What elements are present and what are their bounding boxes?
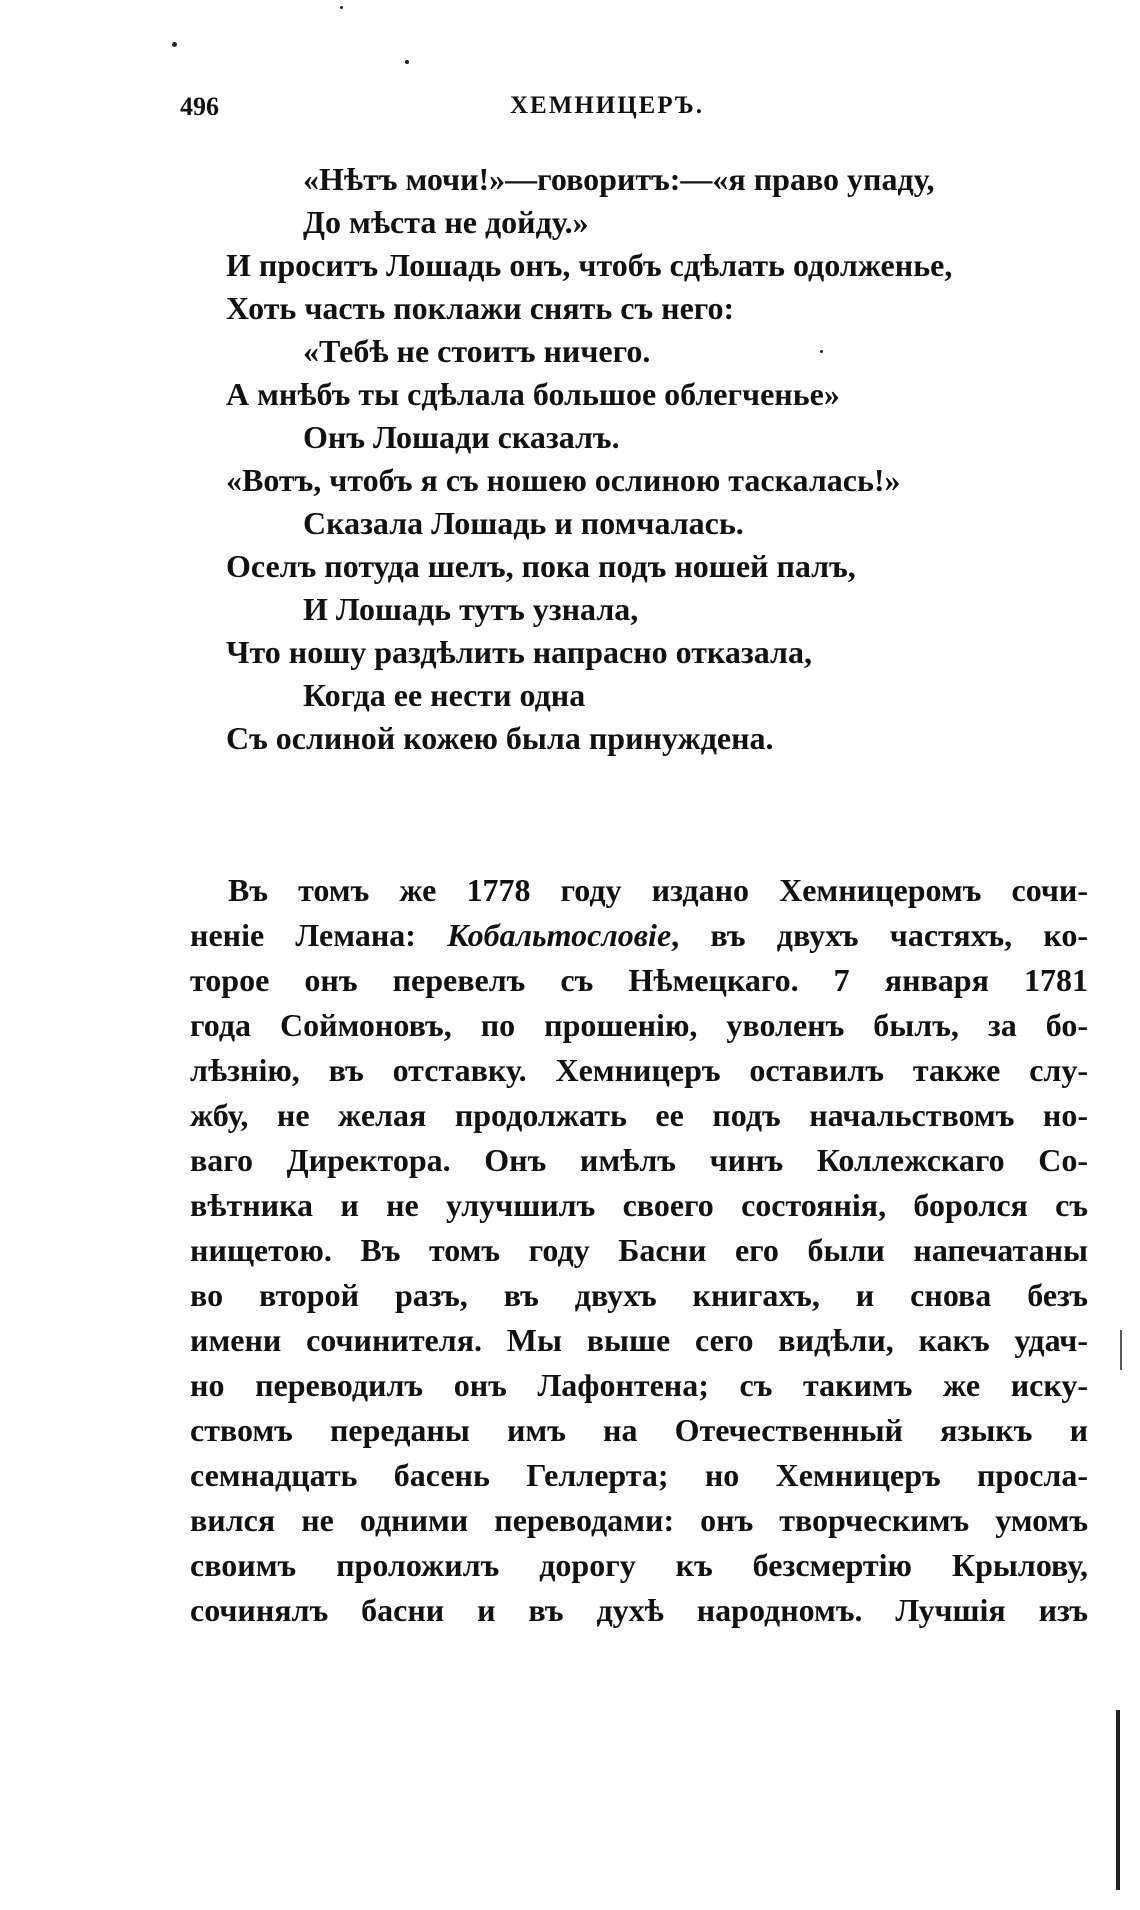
verse-line: Оселъ потуда шелъ, пока подъ ношей палъ, <box>226 548 856 584</box>
italic-title: Кобальтословіе <box>447 917 672 953</box>
text-run: Въ томъ же 1778 году издано Хемницеромъ сочи- <box>228 872 1088 908</box>
prose-line <box>190 1588 1088 1633</box>
prose-line <box>190 1363 1088 1408</box>
prose-line <box>190 1498 1088 1543</box>
text-run: года Соймоновъ, по прошенію, уволенъ былъ, за бо- <box>190 1007 1088 1043</box>
verse-line: Съ ослиной кожею была принуждена. <box>226 720 774 756</box>
text-run: ствомъ переданы имъ на Отечественный языкъ и <box>190 1412 1088 1448</box>
verse-line: И Лошадь тутъ узнала, <box>303 591 639 627</box>
verse-line: И проситъ Лошадь онъ, чтобъ сдѣлать одолженье, <box>226 247 953 283</box>
text-run: лѣзнію, въ отставку. Хемницеръ оставилъ также слу- <box>190 1052 1088 1088</box>
text-run: во второй разъ, въ двухъ книгахъ, и снова безъ <box>190 1277 1088 1313</box>
verse-line: «Нѣтъ мочи!»—говоритъ:—«я право упаду, <box>303 161 935 197</box>
prose-line <box>190 1543 1088 1588</box>
prose-line <box>190 1453 1088 1498</box>
text-run: нищетою. Въ томъ году Басни его были напечатаны <box>190 1232 1088 1268</box>
prose-line <box>190 1003 1088 1048</box>
ink-speck <box>172 42 177 47</box>
prose-line <box>190 1408 1088 1453</box>
prose-line <box>190 868 1088 913</box>
prose-line <box>190 1273 1088 1318</box>
ink-speck <box>820 350 823 353</box>
poem-block <box>226 158 1026 760</box>
page-edge-mark <box>1120 1330 1122 1370</box>
verse-line: «Вотъ, чтобъ я съ ношею ослиною таскалась!» <box>226 462 901 498</box>
verse-line: «Тебѣ не стоитъ ничего. <box>303 333 651 369</box>
prose-line <box>190 958 1088 1003</box>
prose-line <box>190 913 1088 958</box>
text-run: ваго Директора. Онъ имѣлъ чинъ Коллежскаго Со- <box>190 1142 1088 1178</box>
prose-line <box>190 1228 1088 1273</box>
ink-speck <box>340 6 343 9</box>
text-run: своимъ проложилъ дорогу къ безсмертію Крылову, <box>190 1547 1088 1583</box>
verse-line: Онъ Лошади сказалъ. <box>303 419 620 455</box>
verse-line: А мнѣбъ ты сдѣлала большое облегченье» <box>226 376 840 412</box>
text-run: торое онъ перевелъ съ Нѣмецкаго. 7 января 1781 <box>190 962 1088 998</box>
text-run: неніе Лемана: <box>190 917 448 953</box>
ink-speck <box>405 60 409 64</box>
page-number: 496 <box>180 92 219 121</box>
verse-line: Что ношу раздѣлить напрасно отказала, <box>226 634 812 670</box>
text-run: вѣтника и не улучшилъ своего состоянія, боролся съ <box>190 1187 1088 1223</box>
text-run: имени сочинителя. Мы выше сего видѣли, какъ удач- <box>190 1322 1088 1358</box>
prose-line <box>190 1093 1088 1138</box>
prose-line <box>190 1183 1088 1228</box>
text-run: , въ двухъ частяхъ, ко- <box>671 917 1089 953</box>
text-run: вился не одними переводами: онъ творческимъ умомъ <box>190 1502 1088 1538</box>
verse-line: Сказала Лошадь и помчалась. <box>303 505 744 541</box>
page-header <box>180 92 740 132</box>
verse-line: До мѣста не дойду.» <box>303 204 589 240</box>
prose-line <box>190 1048 1088 1093</box>
text-run: сочинялъ басни и въ духѣ народномъ. Лучшія изъ <box>190 1592 1088 1628</box>
verse-line: Хоть часть поклажи снять съ него: <box>226 290 735 326</box>
text-run: но переводилъ онъ Лафонтена; съ такимъ же иску- <box>190 1367 1088 1403</box>
text-run: семнадцать басень Геллерта; но Хемницеръ просла- <box>190 1457 1088 1493</box>
running-head: ХЕМНИЦЕРЪ. <box>510 92 704 119</box>
prose-line <box>190 1138 1088 1183</box>
verse-line: Когда ее нести одна <box>303 677 586 713</box>
prose-line <box>190 1318 1088 1363</box>
prose-block <box>190 868 1088 1633</box>
text-run: жбу, не желая продолжать ее подъ начальствомъ но- <box>190 1097 1088 1133</box>
page-edge-mark <box>1116 1710 1120 1890</box>
